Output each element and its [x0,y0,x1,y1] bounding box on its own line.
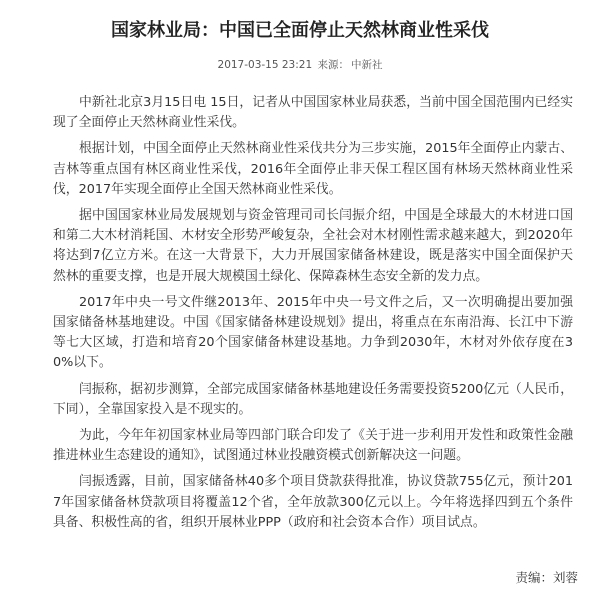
article-body [53,93,573,539]
paragraph: 根据计划，中国全面停止天然林商业性采伐共分为三步实施，2015年全面停止内蒙古、吉林等重点国有林区商业性采伐，2016年全面停止非天保工程区国有林场天然林商业性采伐，2017年实现全面停止全国天然林商业性采伐。 [53,141,573,197]
paragraph: 据中国国家林业局发展规划与资金管理司司长闫振介绍，中国是全球最大的木材进口国和第二大木材消耗国、木材安全形势严峻复杂，全社会对木材刚性需求越来越大，到2020年将达到7亿立方米。在这一大背景下，大力开展国家储备林建设，既是落实中国全面保护天然林的重要支撑，也是开展大规模国土绿化、保障森林生态安全新的发力点。 [53,208,573,284]
editor-credit: 责编：刘蓉 [515,570,578,585]
article-title: 国家林业局：中国已全面停止天然林商业性采伐 [111,20,489,41]
paragraph: 闫振透露，目前，国家储备林40多个项目贷款获得批准，协议贷款755亿元，预计2017年国家储备林贷款项目将覆盖12个省，全年放款300亿元以上。今年将选择四到五个条件具备、积极性高的省，组织开展林业PPP（政府和社会资本合作）项目试点。 [53,474,573,530]
source-label: 来源： [317,59,349,71]
paragraph: 2017年中央一号文件继2013年、2015年中央一号文件之后，又一次明确提出要加强国家储备林基地建设。中国《国家储备林建设规划》提出，将重点在东南沿海、长江中下游等七大区域，打造和培育20个国家储备林建设基地。力争到2030年，木材对外依存度在30%以下。 [53,294,573,371]
paragraph: 中新社北京3月15日电 15日，记者从中国国家林业局获悉，当前中国全国范围内已经实现了全面停止天然林商业性采伐。 [53,95,573,131]
paragraph: 为此，今年年初国家林业局等四部门联合印发了《关于进一步利用开发性和政策性金融推进林业生态建设的通知》，试图通过林业投融资模式创新解决这一问题。 [53,428,573,464]
source-name: 中新社 [350,59,383,71]
article-meta [0,58,600,72]
publish-datetime: 2017-03-15 23:21 [217,59,313,71]
paragraph: 闫振称，据初步测算，全部完成国家储备林基地建设任务需要投资5200亿元（人民币，下同），全靠国家投入是不现实的。 [53,381,573,417]
